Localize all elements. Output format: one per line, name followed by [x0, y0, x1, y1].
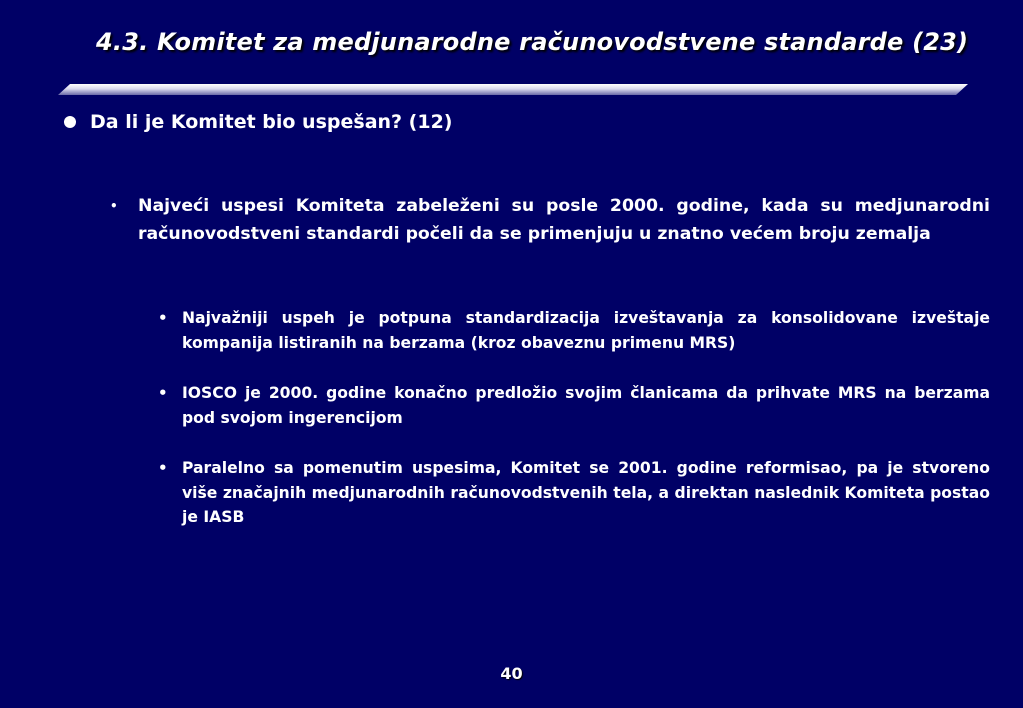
level3-text: Najvažniji uspeh je potpuna standardizacija izveštavanja za konsolidovane izveštaje kompanija listiranih na berzama (kroz obaveznu primenu MRS) [182, 309, 990, 352]
page-number: 40 [500, 664, 523, 683]
bullet-icon: • [158, 384, 168, 402]
bullet-icon: • [110, 199, 118, 213]
level3-text: IOSCO je 2000. godine konačno predložio svojim članicama da prihvate MRS na berzama pod svojom ingerencijom [182, 384, 990, 427]
bullet-icon: • [158, 459, 168, 477]
slide-title: 4.3. Komitet za medjunarodne računovodstvene standarde (23) [96, 28, 969, 56]
level2-text: Najveći uspesi Komiteta zabeleženi su posle 2000. godine, kada su medjunarodni računovodstveni standardi počeli da se primenjuju u znatno većem broju zemalja [138, 196, 990, 244]
level3-bullet [158, 306, 990, 355]
level2-bullet [110, 193, 990, 248]
bullet-dot-icon [64, 116, 76, 128]
bullet-icon: • [158, 309, 168, 327]
level3-bullet [158, 456, 990, 530]
title-divider [58, 84, 968, 95]
level3-bullet [158, 381, 990, 430]
main-heading [64, 111, 452, 133]
main-heading-text: Da li je Komitet bio uspešan? (12) [90, 111, 453, 133]
level3-text: Paralelno sa pomenutim uspesima, Komitet se 2001. godine reformisao, pa je stvoreno više značajnih medjunarodnih računovodstvenih tela, a direktan naslednik Komiteta postao je IASB [182, 459, 990, 526]
